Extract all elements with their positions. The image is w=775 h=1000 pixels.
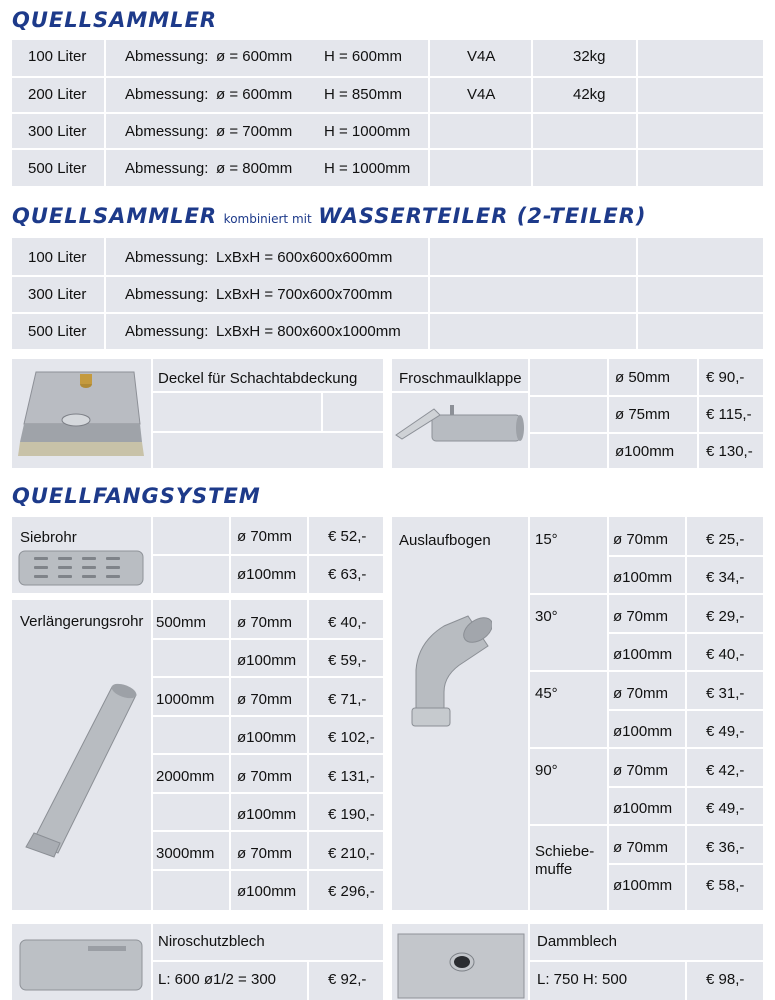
auslaufbogen-diameter: ø 70mm bbox=[613, 608, 669, 625]
verlaengerung-price: € 131,- bbox=[328, 768, 375, 785]
auslaufbogen-angle: 45° bbox=[535, 685, 558, 702]
verlaengerung-length: 3000mm bbox=[156, 845, 215, 862]
auslaufbogen-diameter: ø100mm bbox=[613, 569, 673, 586]
dammblech-label: Dammblech bbox=[537, 933, 618, 950]
wasserteiler-dims: LxBxH = 800x600x1000mm bbox=[216, 323, 401, 340]
quellsammler-dim-label: Abmessung: bbox=[125, 123, 209, 140]
verlaengerung-price: € 40,- bbox=[328, 614, 367, 631]
auslaufbogen-price: € 25,- bbox=[706, 531, 745, 548]
quellsammler-weight: 32kg bbox=[573, 48, 606, 65]
verlaengerung-price: € 210,- bbox=[328, 845, 375, 862]
verlaengerung-price: € 71,- bbox=[328, 691, 367, 708]
verlaengerung-diameter: ø 70mm bbox=[237, 614, 293, 631]
froschmaul-diameter: ø100mm bbox=[615, 443, 675, 460]
auslaufbogen-image bbox=[408, 612, 492, 732]
auslaufbogen-angle: Schiebe- muffe bbox=[535, 843, 595, 878]
verlaengerung-length: 2000mm bbox=[156, 768, 215, 785]
auslaufbogen-price: € 31,- bbox=[706, 685, 745, 702]
verlaengerung-diameter: ø 70mm bbox=[237, 768, 293, 785]
auslaufbogen-diameter: ø100mm bbox=[613, 800, 673, 817]
verlaengerung-price: € 190,- bbox=[328, 806, 375, 823]
verlaengerung-length: 1000mm bbox=[156, 691, 215, 708]
froschmaul-diameter: ø 50mm bbox=[615, 369, 671, 386]
quellsammler-height: H = 1000mm bbox=[324, 123, 411, 140]
auslaufbogen-diameter: ø 70mm bbox=[613, 762, 669, 779]
froschmaul-price: € 130,- bbox=[706, 443, 753, 460]
deckel-image bbox=[16, 364, 148, 464]
siebrohr-price: € 52,- bbox=[328, 528, 367, 545]
verlaengerung-price: € 59,- bbox=[328, 652, 367, 669]
heading-text: QUELLSAMMLER bbox=[12, 8, 218, 32]
verlaengerung-diameter: ø100mm bbox=[237, 652, 297, 669]
quellsammler-height: H = 600mm bbox=[324, 48, 402, 65]
niroschutz-spec: L: 600 ø1/2 = 300 bbox=[158, 971, 277, 988]
heading-text-mid: kombiniert mit bbox=[223, 212, 312, 226]
siebrohr-label: Siebrohr bbox=[20, 529, 77, 546]
quellsammler-dim-label: Abmessung: bbox=[125, 48, 209, 65]
heading-text: QUELLFANGSYSTEM bbox=[12, 484, 261, 508]
auslaufbogen-price: € 42,- bbox=[706, 762, 745, 779]
section-wasserteiler-heading bbox=[12, 204, 647, 228]
froschmaul-image bbox=[394, 395, 526, 465]
auslaufbogen-diameter: ø100mm bbox=[613, 877, 673, 894]
wasserteiler-dim-label: Abmessung: bbox=[125, 323, 209, 340]
auslaufbogen-diameter: ø 70mm bbox=[613, 531, 669, 548]
siebrohr-diameter: ø100mm bbox=[237, 566, 297, 583]
auslaufbogen-price: € 34,- bbox=[706, 569, 745, 586]
quellsammler-diameter: ø = 600mm bbox=[216, 48, 293, 65]
dammblech-image bbox=[396, 932, 526, 1000]
quellsammler-volume: 100 Liter bbox=[28, 48, 87, 65]
auslaufbogen-angle: 30° bbox=[535, 608, 558, 625]
quellsammler-material: V4A bbox=[467, 86, 496, 103]
deckel-label: Deckel für Schachtabdeckung bbox=[158, 370, 358, 387]
quellsammler-dim-label: Abmessung: bbox=[125, 86, 209, 103]
auslaufbogen-angle: 15° bbox=[535, 531, 558, 548]
dammblech-spec: L: 750 H: 500 bbox=[537, 971, 628, 988]
verlaengerung-diameter: ø 70mm bbox=[237, 845, 293, 862]
wasserteiler-dim-label: Abmessung: bbox=[125, 249, 209, 266]
auslaufbogen-diameter: ø100mm bbox=[613, 646, 673, 663]
quellsammler-volume: 200 Liter bbox=[28, 86, 87, 103]
quellsammler-diameter: ø = 700mm bbox=[216, 123, 293, 140]
heading-text-b: WASSERTEILER (2-TEILER) bbox=[318, 204, 647, 228]
siebrohr-image bbox=[18, 549, 146, 587]
quellsammler-diameter: ø = 800mm bbox=[216, 160, 293, 177]
wasserteiler-volume: 500 Liter bbox=[28, 323, 87, 340]
niroschutz-label: Niroschutzblech bbox=[158, 933, 265, 950]
quellsammler-height: H = 850mm bbox=[324, 86, 402, 103]
quellsammler-material: V4A bbox=[467, 48, 496, 65]
auslaufbogen-price: € 49,- bbox=[706, 800, 745, 817]
verlaengerung-length: 500mm bbox=[156, 614, 207, 631]
wasserteiler-volume: 300 Liter bbox=[28, 286, 87, 303]
quellsammler-height: H = 1000mm bbox=[324, 160, 411, 177]
froschmaul-diameter: ø 75mm bbox=[615, 406, 671, 423]
verlaengerung-diameter: ø100mm bbox=[237, 729, 297, 746]
section-quellsammler-heading bbox=[12, 8, 217, 32]
section-quellfangsystem-heading bbox=[12, 484, 261, 508]
wasserteiler-volume: 100 Liter bbox=[28, 249, 87, 266]
auslaufbogen-price: € 58,- bbox=[706, 877, 745, 894]
siebrohr-price: € 63,- bbox=[328, 566, 367, 583]
auslaufbogen-price: € 29,- bbox=[706, 608, 745, 625]
auslaufbogen-price: € 49,- bbox=[706, 723, 745, 740]
quellsammler-dim-label: Abmessung: bbox=[125, 160, 209, 177]
quellsammler-diameter: ø = 600mm bbox=[216, 86, 293, 103]
froschmaul-price: € 90,- bbox=[706, 369, 745, 386]
auslaufbogen-label: Auslaufbogen bbox=[399, 532, 491, 549]
auslaufbogen-angle: 90° bbox=[535, 762, 558, 779]
heading-text-a: QUELLSAMMLER bbox=[12, 204, 218, 228]
auslaufbogen-price: € 36,- bbox=[706, 839, 745, 856]
siebrohr-diameter: ø 70mm bbox=[237, 528, 293, 545]
auslaufbogen-price: € 40,- bbox=[706, 646, 745, 663]
froschmaul-label: Froschmaulklappe bbox=[399, 370, 522, 387]
froschmaul-price: € 115,- bbox=[706, 406, 752, 423]
verlaengerung-price: € 296,- bbox=[328, 883, 375, 900]
auslaufbogen-diameter: ø 70mm bbox=[613, 839, 669, 856]
verlaengerung-image bbox=[18, 683, 142, 863]
auslaufbogen-diameter: ø100mm bbox=[613, 723, 673, 740]
verlaengerung-price: € 102,- bbox=[328, 729, 375, 746]
quellsammler-volume: 300 Liter bbox=[28, 123, 87, 140]
dammblech-price: € 98,- bbox=[706, 971, 745, 988]
wasserteiler-dim-label: Abmessung: bbox=[125, 286, 209, 303]
wasserteiler-dims: LxBxH = 700x600x700mm bbox=[216, 286, 393, 303]
verlaengerung-diameter: ø 70mm bbox=[237, 691, 293, 708]
niroschutz-image bbox=[18, 936, 146, 994]
auslaufbogen-diameter: ø 70mm bbox=[613, 685, 669, 702]
verlaengerung-diameter: ø100mm bbox=[237, 806, 297, 823]
verlaengerung-label: Verlängerungsrohr bbox=[20, 613, 144, 630]
quellsammler-weight: 42kg bbox=[573, 86, 606, 103]
wasserteiler-dims: LxBxH = 600x600x600mm bbox=[216, 249, 393, 266]
niroschutz-price: € 92,- bbox=[328, 971, 367, 988]
verlaengerung-diameter: ø100mm bbox=[237, 883, 297, 900]
quellsammler-volume: 500 Liter bbox=[28, 160, 87, 177]
